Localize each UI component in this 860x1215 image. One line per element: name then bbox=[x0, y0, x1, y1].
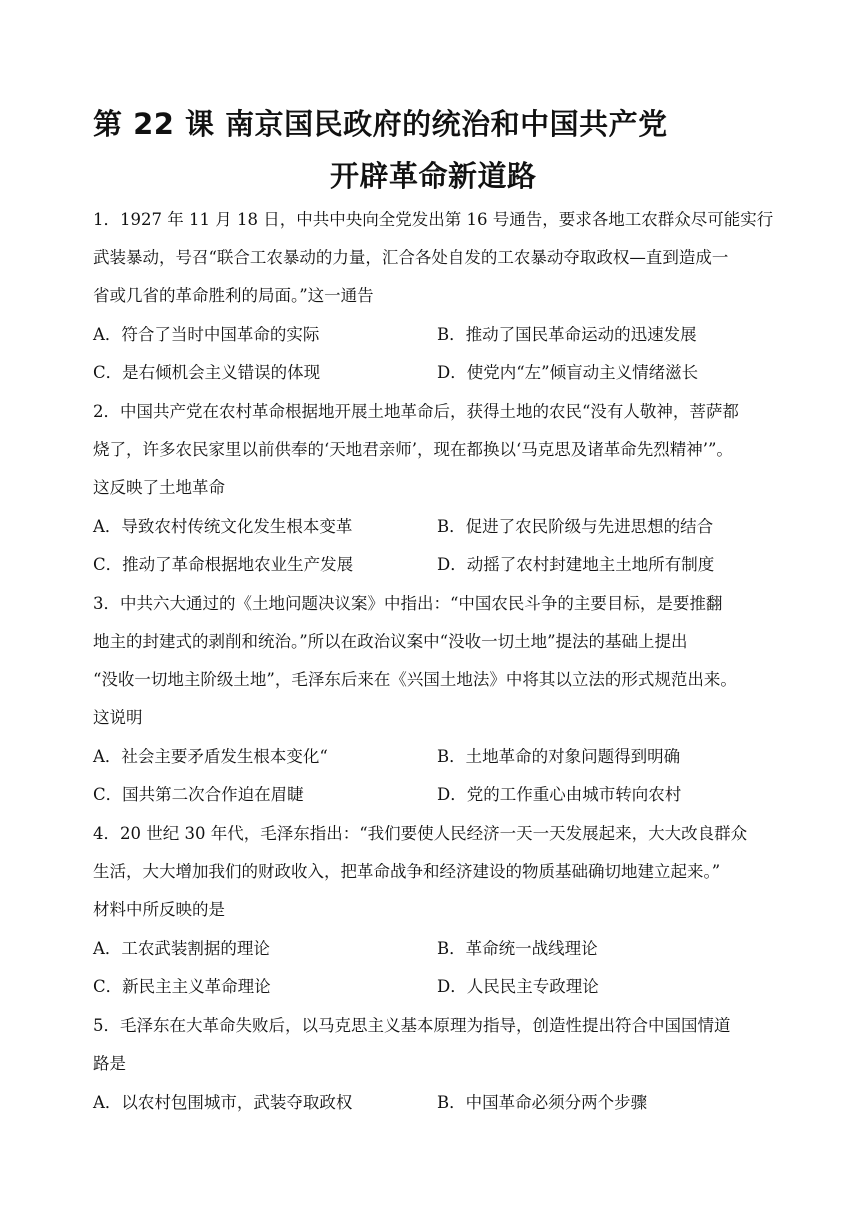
q3-option-c: C．国共第二次合作迫在眉睫 bbox=[93, 785, 304, 804]
q4-option-c: C．新民主主义革命理论 bbox=[93, 977, 271, 996]
q5-option-a: A．以农村包围城市，武装夺取政权 bbox=[93, 1093, 353, 1112]
q1-stem-line-2: 武装暴动，号召“联合工农暴动的力量，汇合各处自发的工农暴动夺取政权—直到造成一 bbox=[93, 248, 729, 267]
q3-stem-line-2: 地主的封建式的剥削和统治。”所以在政治议案中“没收一切土地”提法的基础上提出 bbox=[93, 632, 688, 651]
q2-stem-line-1: 2．中国共产党在农村革命根据地开展土地革命后，获得土地的农民“没有人敬神，菩萨都 bbox=[93, 402, 739, 421]
q2-option-c: C．推动了革命根据地农业生产发展 bbox=[93, 555, 354, 574]
q4-option-d: D．人民民主专政理论 bbox=[437, 977, 599, 996]
q3-stem-line-1: 3．中共六大通过的《土地问题决议案》中指出：“中国农民斗争的主要目标，是要推翻 bbox=[93, 594, 723, 613]
q2-option-b: B．促进了农民阶级与先进思想的结合 bbox=[437, 517, 714, 536]
title-line-1: 第 22 课 南京国民政府的统治和中国共产党 bbox=[93, 107, 668, 141]
q5-stem-line-1: 5．毛泽东在大革命失败后，以马克思主义基本原理为指导，创造性提出符合中国国情道 bbox=[93, 1016, 731, 1035]
q2-stem-line-2: 烧了，许多农民家里以前供奉的‘天地君亲师’，现在都换以‘马克思及诸革命先烈精神’”。 bbox=[93, 440, 733, 459]
q1-option-a: A．符合了当时中国革命的实际 bbox=[93, 325, 320, 344]
q1-option-b: B．推动了国民革命运动的迅速发展 bbox=[437, 325, 697, 344]
q3-option-d: D．党的工作重心由城市转向农村 bbox=[437, 785, 682, 804]
q2-option-d: D．动摇了农村封建地主土地所有制度 bbox=[437, 555, 715, 574]
q5-option-b: B．中国革命必须分两个步骤 bbox=[437, 1093, 648, 1112]
q3-option-a: A．社会主要矛盾发生根本变化“ bbox=[93, 747, 328, 766]
q1-stem-line-1: 1．1927 年 11 月 18 日，中共中央向全党发出第 16 号通告，要求各地工农群众尽可能实行 bbox=[93, 210, 774, 229]
q4-stem-line-1: 4．20 世纪 30 年代，毛泽东指出：“我们要使人民经济一天一天发展起来，大大改良群众 bbox=[93, 824, 748, 843]
q1-option-d: D．使党内“左”倾盲动主义情绪滋长 bbox=[437, 363, 699, 382]
q2-stem-line-3: 这反映了土地革命 bbox=[93, 478, 225, 497]
q4-option-b: B．革命统一战线理论 bbox=[437, 939, 598, 958]
q4-option-a: A．工农武装割据的理论 bbox=[93, 939, 270, 958]
title-line-2: 开辟革命新道路 bbox=[330, 159, 537, 193]
q4-stem-line-3: 材料中所反映的是 bbox=[93, 900, 225, 919]
q1-stem-line-3: 省或几省的革命胜利的局面。”这一通告 bbox=[93, 286, 374, 305]
q3-option-b: B．土地革命的对象问题得到明确 bbox=[437, 747, 681, 766]
q2-option-a: A．导致农村传统文化发生根本变革 bbox=[93, 517, 353, 536]
q5-stem-line-2: 路是 bbox=[93, 1054, 126, 1073]
q3-stem-line-3: “没收一切地主阶级土地”，毛泽东后来在《兴国土地法》中将其以立法的形式规范出来。 bbox=[93, 670, 737, 689]
q4-stem-line-2: 生活，大大增加我们的财政收入，把革命战争和经济建设的物质基础确切地建立起来。” bbox=[93, 862, 721, 881]
q3-stem-line-4: 这说明 bbox=[93, 708, 143, 727]
q1-option-c: C．是右倾机会主义错误的体现 bbox=[93, 363, 321, 382]
